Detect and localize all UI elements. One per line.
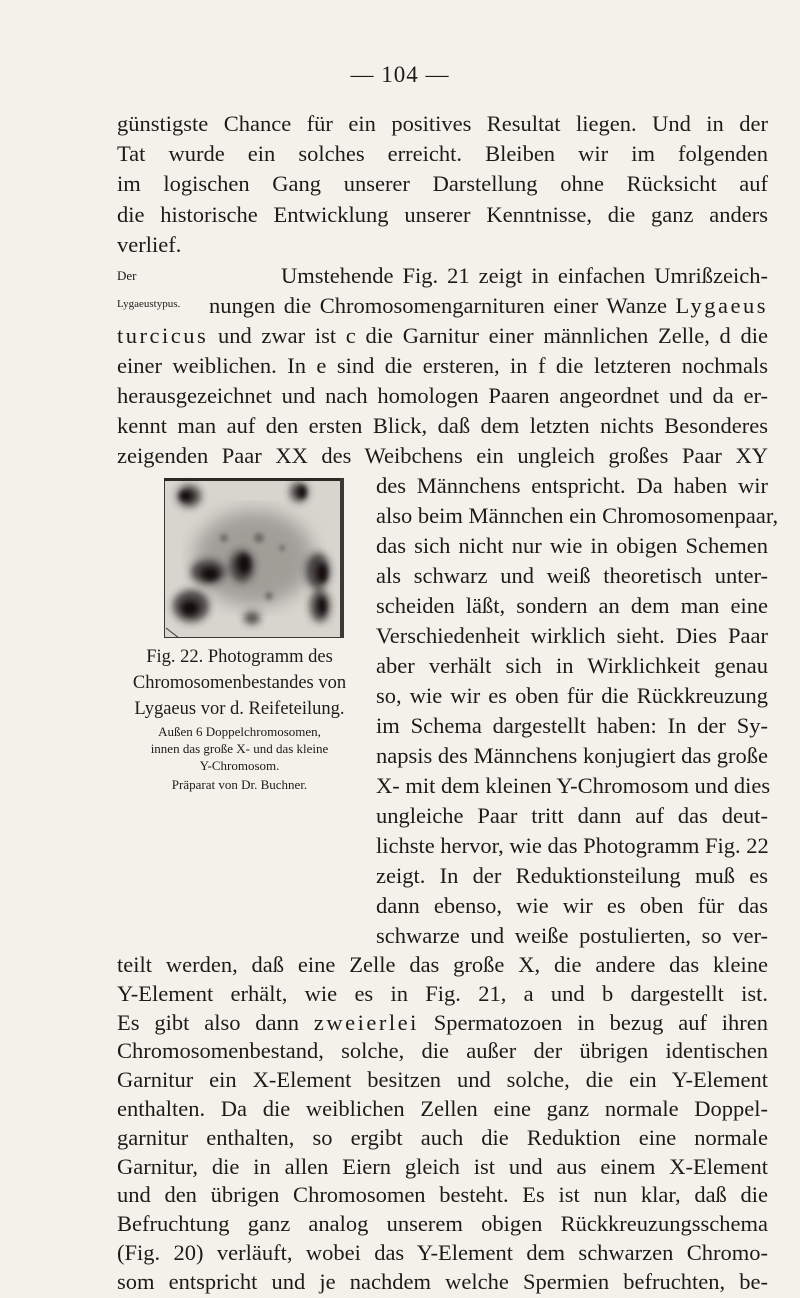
text-segment: Es gibt also dann <box>117 1009 300 1035</box>
figure-note: Präparat von Dr. Buchner. <box>171 777 308 792</box>
text-line: enthalten. Da die weiblichen Zellen eine ganz normale Doppel- <box>117 1096 768 1121</box>
chromosome-photogram <box>164 478 344 638</box>
text-line: Garnitur, die in allen Eiern gleich ist und aus einem X-Element <box>117 1153 768 1179</box>
margin-note-subtitle: Lygaeustypus. <box>117 298 181 310</box>
text-line: Tat wurde ein solches erreicht. Bleiben wir im folgenden <box>117 141 768 166</box>
figure-note: Außen 6 Doppelchromosomen, <box>158 724 321 739</box>
text-line: som entspricht und je nachdem welche Spermien befruchten, be- <box>117 1269 768 1294</box>
figure-caption: Lygaeus vor d. Reifeteilung. <box>134 699 345 719</box>
text-line: günstigste Chance für ein positives Resultat liegen. Und in der <box>117 111 768 136</box>
text-line: herausgezeichnet und nach homologen Paaren angeordnet und da er- <box>117 383 768 408</box>
text-line: napsis des Männchens konjugiert das große <box>376 743 768 768</box>
text-line: Umstehende Fig. 21 zeigt in einfachen Umrißzeich- <box>281 263 768 288</box>
text-line: Befruchtung ganz analog unserem obigen Rückkreuzungsschema <box>117 1211 768 1237</box>
page-number: — 104 — <box>350 62 450 87</box>
text-segment: Spermatozoen in bezug auf ihren <box>433 1009 769 1035</box>
text-line <box>117 1009 768 1037</box>
text-line: Y-Element erhält, wie es in Fig. 21, a und b dargestellt ist. <box>117 980 768 1006</box>
figure-caption: Chromosomenbestandes von <box>132 673 347 693</box>
text-line: im Schema dargestellt haben: In der Sy- <box>376 713 768 738</box>
text-line: als schwarz und weiß theoretisch unter- <box>376 563 768 588</box>
text-line: Garnitur ein X-Element besitzen und solche, die ein Y-Element <box>117 1067 768 1093</box>
text-line: Chromosomenbestand, solche, die außer der übrigen identischen <box>117 1038 768 1064</box>
text-line: schwarze und weiße postulierten, so ver- <box>376 923 768 948</box>
text-line: teilt werden, daß eine Zelle das große X, die andere das kleine <box>117 952 768 977</box>
text-segment: und zwar ist c die Garnitur einer männlichen Zelle, d die <box>217 323 769 348</box>
text-line: verlief. <box>117 232 182 257</box>
text-line: so, wie wir es oben für die Rückkreuzung <box>376 683 768 708</box>
text-line: lichste hervor, wie das Photogramm Fig. 22 <box>376 833 769 858</box>
text-line: im logischen Gang unserer Darstellung ohne Rücksicht auf <box>117 171 768 196</box>
text-line: Verschiedenheit wirklich sieht. Dies Paar <box>376 623 768 648</box>
text-line: die historische Entwicklung unserer Kenntnisse, die ganz anders <box>117 202 768 227</box>
text-line <box>117 321 768 351</box>
text-segment: nungen die Chromosomengarnituren einer Wanze <box>209 293 667 318</box>
text-line: das sich nicht nur wie in obigen Schemen <box>376 533 768 558</box>
text-line: dann ebenso, wie wir es oben für das <box>376 893 768 918</box>
text-line: einer weiblichen. In e sind die ersteren, in f die letzteren nochmals <box>117 353 768 378</box>
text-line: also beim Männchen ein Chromosomenpaar, <box>376 503 779 528</box>
margin-note-title: Der <box>117 268 137 283</box>
text-line: zeigenden Paar XX des Weibchens ein ungleich großes Paar XY <box>117 443 768 468</box>
text-line: und den übrigen Chromosomen besteht. Es ist nun klar, daß die <box>117 1182 768 1208</box>
species-name: Lygaeus <box>675 293 769 318</box>
text-line: garnitur enthalten, so ergibt auch die Reduktion eine normale <box>117 1124 768 1150</box>
figure-note: innen das große X- und das kleine <box>150 741 329 756</box>
emphasis: zweierlei <box>313 1009 419 1035</box>
text-line: zeigt. In der Reduktionsteilung muß es <box>376 863 768 888</box>
text-line <box>209 291 768 321</box>
text-line: scheiden läßt, sondern an dem man eine <box>376 593 768 618</box>
text-line: (Fig. 20) verläuft, wobei das Y-Element dem schwarzen Chromo- <box>117 1240 768 1265</box>
text-line: des Männchens entspricht. Da haben wir <box>376 473 768 498</box>
text-line: X- mit dem kleinen Y-Chromosom und dies <box>376 773 771 798</box>
text-line: ungleiche Paar tritt dann auf das deut- <box>376 803 768 828</box>
text-line: kennt man auf den ersten Blick, daß dem letzten nichts Besonderes <box>117 413 768 438</box>
species-name: turcicus <box>117 323 209 348</box>
figure-caption: Fig. 22. Photogramm des <box>146 647 333 667</box>
text-line: aber verhält sich in Wirklichkeit genau <box>376 653 768 678</box>
figure-note: Y-Chromosom. <box>199 758 280 773</box>
